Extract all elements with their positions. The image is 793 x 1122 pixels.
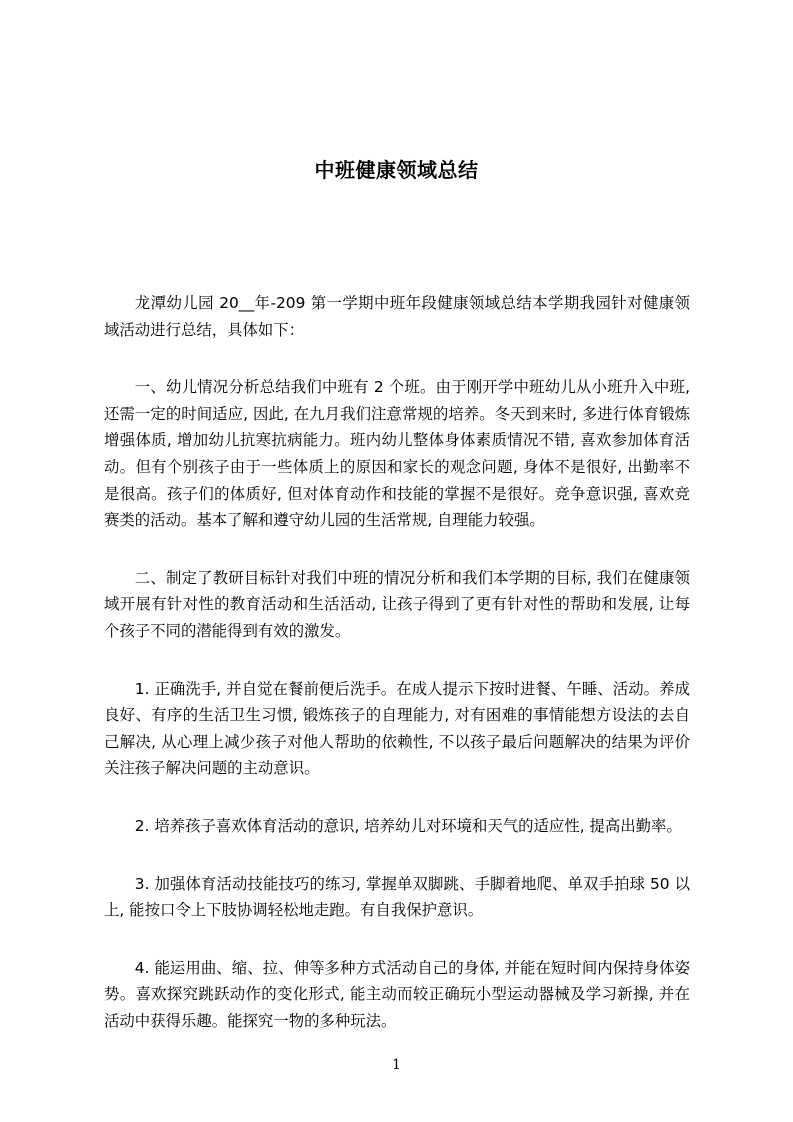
intro-paragraph: 龙潭幼儿园 20__年-209 第一学期中班年段健康领域总结本学期我园针对健康领域活动进行总结，具体如下： xyxy=(104,294,690,339)
page-number: 1 xyxy=(392,1057,401,1073)
item-3-paragraph: 3. 加强体育活动技能技巧的练习, 掌握单双脚跳、手脚着地爬、单双手拍球 50 以上, 能按口令上下肢协调轻松地走跑。有自我保护意识。 xyxy=(104,874,690,920)
document-body xyxy=(104,290,690,1065)
section-1-paragraph: 一、幼儿情况分析总结我们中班有 2 个班。由于刚开学中班幼儿从小班升入中班, 还需一定的时间适应, 因此, 在九月我们注意常规的培养。冬天到来时, 多进行体育锻炼增强体质, 增加幼儿抗寒抗病能力。班内幼儿整体身体素质情况不错, 喜欢参加体育活动。但有个别孩子由于一些体质上的原因和家长的观念问题, 身体不是很好, 出勤率不是很高。孩子们的体质好, 但对体育动作和技能的掌握不是很好。竞争意识强, 喜欢竞赛类的活动。基本了解和遵守幼儿园的生活常规, 自理能力较强。 xyxy=(104,378,690,530)
item-4-paragraph: 4. 能运用曲、缩、拉、伸等多种方式活动自己的身体, 并能在短时间内保持身体姿势。喜欢探究跳跃动作的变化形式, 能主动而较正确玩小型运动器械及学习新操, 并在活动中获得乐趣。能探究一物的多种玩法。 xyxy=(104,958,690,1030)
item-1-paragraph: 1. 正确洗手, 并自觉在餐前便后洗手。在成人提示下按时进餐、午睡、活动。养成良好、有序的生活卫生习惯, 锻炼孩子的自理能力, 对有困难的事情能想方设法的去自己解决, 从心理上减少孩子对他人帮助的依赖性, 不以孩子最后问题解决的结果为评价关注孩子解决问题的主动意识。 xyxy=(104,679,690,778)
item-2-paragraph: 2. 培养孩子喜欢体育活动的意识, 培养幼儿对环境和天气的适应性, 提高出勤率。 xyxy=(134,816,682,835)
document-title: 中班健康领域总结 xyxy=(314,158,479,183)
section-2-paragraph: 二、制定了教研目标针对我们中班的情况分析和我们本学期的目标, 我们在健康领域开展有针对性的教育活动和生活活动, 让孩子得到了更有针对性的帮助和发展, 让每个孩子不同的潜能得到有效的激发。 xyxy=(104,568,690,640)
